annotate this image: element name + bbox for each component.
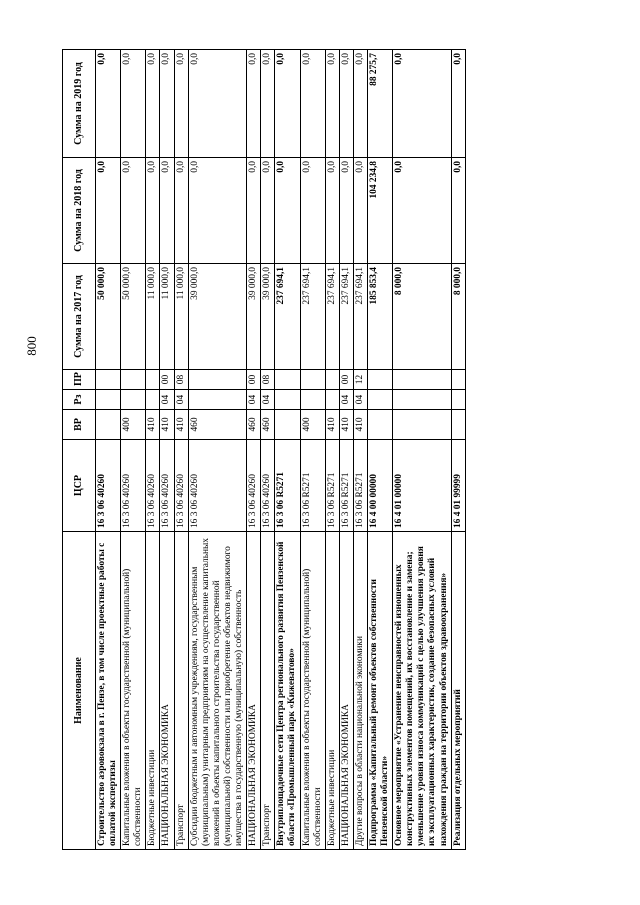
row-sum-2019: 0,0 xyxy=(160,50,174,158)
row-sum-2019: 0,0 xyxy=(174,50,188,158)
row-sum-2019: 0,0 xyxy=(393,50,451,158)
row-pr: 08 xyxy=(261,370,275,390)
table-row xyxy=(96,50,121,850)
row-rz xyxy=(367,390,392,410)
header-csr: ЦСР xyxy=(63,440,96,532)
row-pr xyxy=(393,370,451,390)
row-name: НАЦИОНАЛЬНАЯ ЭКОНОМИКА xyxy=(247,532,261,850)
row-csr: 16 3 06 40260 xyxy=(247,440,261,532)
row-vr: 410 xyxy=(325,410,339,440)
row-sum-2019: 0,0 xyxy=(188,50,246,158)
row-sum-2018: 0,0 xyxy=(353,158,367,264)
header-pr: ПР xyxy=(63,370,96,390)
row-sum-2019: 0,0 xyxy=(247,50,261,158)
row-vr: 460 xyxy=(261,410,275,440)
row-vr: 460 xyxy=(188,410,246,440)
row-rz xyxy=(96,390,121,410)
row-pr xyxy=(121,370,146,390)
row-sum-2019: 0,0 xyxy=(300,50,325,158)
row-sum-2018: 0,0 xyxy=(160,158,174,264)
row-sum-2017: 237 694,1 xyxy=(275,264,300,370)
row-csr: 16 3 06 R5271 xyxy=(353,440,367,532)
row-pr xyxy=(96,370,121,390)
row-rz xyxy=(188,390,246,410)
table-header-row xyxy=(63,50,96,850)
header-sum-2018: Сумма на 2018 год xyxy=(63,158,96,264)
table-row xyxy=(121,50,146,850)
row-sum-2017: 39 000,0 xyxy=(261,264,275,370)
row-rz xyxy=(121,390,146,410)
row-sum-2017: 50 000,0 xyxy=(96,264,121,370)
row-name: Реализация отдельных мероприятий xyxy=(451,532,465,850)
row-sum-2017: 50 000,0 xyxy=(121,264,146,370)
row-name: Капитальные вложения в объекты государственной (муниципальной) собственности xyxy=(121,532,146,850)
row-csr: 16 3 06 40260 xyxy=(261,440,275,532)
row-pr xyxy=(367,370,392,390)
row-vr: 410 xyxy=(146,410,160,440)
row-csr: 16 3 06 R5271 xyxy=(275,440,300,532)
row-sum-2018: 0,0 xyxy=(146,158,160,264)
row-sum-2017: 237 694,1 xyxy=(325,264,339,370)
row-csr: 16 3 06 40260 xyxy=(146,440,160,532)
row-name: Субсидии бюджетным и автономным учреждениям, государственным (муниципальным) унитарным предприятиям на осуществление капитальных вложений в объекты капитального строительства государственной (муниципальной) собственности или приобретение объектов недвижимого имущества в государственную (муниципальную) собственность xyxy=(188,532,246,850)
row-csr: 16 3 06 R5271 xyxy=(300,440,325,532)
row-pr xyxy=(451,370,465,390)
row-rz: 04 xyxy=(339,390,353,410)
row-vr: 400 xyxy=(300,410,325,440)
row-pr xyxy=(146,370,160,390)
row-sum-2018: 0,0 xyxy=(451,158,465,264)
row-sum-2018: 104 234,8 xyxy=(367,158,392,264)
row-rz xyxy=(325,390,339,410)
row-name: Основное мероприятие «Устранение неисправностей изношенных конструктивных элементов помещений, их восстановление и замена; уменьшение уровня износа коммуникаций с целью улучшения уровня их эксплуатационных характеристик, создание безопасных условий нахождения граждан на территории объектов здравоохранения» xyxy=(393,532,451,850)
row-name: Подпрограмма «Капитальный ремонт объектов собственности Пензенской области» xyxy=(367,532,392,850)
table-row xyxy=(325,50,339,850)
row-name: Внутриплощадочные сети Центра регионального развития Пензенской области «Промышленный парк «Кижеватово» xyxy=(275,532,300,850)
row-pr: 12 xyxy=(353,370,367,390)
row-sum-2017: 185 853,4 xyxy=(367,264,392,370)
rotated-page-content xyxy=(62,50,582,850)
row-name: Бюджетные инвестиции xyxy=(325,532,339,850)
row-sum-2019: 0,0 xyxy=(451,50,465,158)
row-sum-2017: 11 000,0 xyxy=(174,264,188,370)
table-row xyxy=(339,50,353,850)
table-row xyxy=(188,50,246,850)
row-csr: 16 4 00 00000 xyxy=(367,440,392,532)
row-rz xyxy=(146,390,160,410)
table-row xyxy=(275,50,300,850)
row-sum-2018: 0,0 xyxy=(96,158,121,264)
row-sum-2018: 0,0 xyxy=(121,158,146,264)
row-pr: 08 xyxy=(174,370,188,390)
header-name: Наименование xyxy=(63,532,96,850)
row-rz xyxy=(393,390,451,410)
row-rz: 04 xyxy=(247,390,261,410)
row-sum-2019: 0,0 xyxy=(325,50,339,158)
row-rz xyxy=(300,390,325,410)
table-row xyxy=(367,50,392,850)
table-row xyxy=(160,50,174,850)
row-vr: 410 xyxy=(174,410,188,440)
row-sum-2019: 0,0 xyxy=(96,50,121,158)
row-vr xyxy=(451,410,465,440)
row-vr: 460 xyxy=(247,410,261,440)
row-sum-2019: 0,0 xyxy=(275,50,300,158)
row-sum-2017: 237 694,1 xyxy=(353,264,367,370)
row-vr: 410 xyxy=(160,410,174,440)
row-rz xyxy=(451,390,465,410)
row-sum-2018: 0,0 xyxy=(339,158,353,264)
row-sum-2017: 8 000,0 xyxy=(451,264,465,370)
row-csr: 16 4 01 00000 xyxy=(393,440,451,532)
row-sum-2018: 0,0 xyxy=(325,158,339,264)
row-vr: 410 xyxy=(353,410,367,440)
row-rz: 04 xyxy=(261,390,275,410)
row-name: Строительство аэровокзала в г. Пензе, в том числе проектные работы с оплатой экспертизы xyxy=(96,532,121,850)
row-sum-2018: 0,0 xyxy=(174,158,188,264)
row-sum-2018: 0,0 xyxy=(393,158,451,264)
row-sum-2017: 8 000,0 xyxy=(393,264,451,370)
row-rz: 04 xyxy=(353,390,367,410)
row-sum-2018: 0,0 xyxy=(275,158,300,264)
row-sum-2018: 0,0 xyxy=(261,158,275,264)
header-rz: Рз xyxy=(63,390,96,410)
row-name: Бюджетные инвестиции xyxy=(146,532,160,850)
row-vr: 400 xyxy=(121,410,146,440)
row-pr: 00 xyxy=(247,370,261,390)
table-row xyxy=(247,50,261,850)
row-rz: 04 xyxy=(174,390,188,410)
row-name: НАЦИОНАЛЬНАЯ ЭКОНОМИКА xyxy=(339,532,353,850)
row-csr: 16 3 06 R5271 xyxy=(325,440,339,532)
row-pr xyxy=(325,370,339,390)
row-sum-2017: 11 000,0 xyxy=(146,264,160,370)
row-csr: 16 3 06 40260 xyxy=(121,440,146,532)
budget-table xyxy=(62,49,466,850)
row-csr: 16 3 06 40260 xyxy=(188,440,246,532)
row-csr: 16 3 06 40260 xyxy=(174,440,188,532)
row-vr xyxy=(367,410,392,440)
row-sum-2019: 0,0 xyxy=(339,50,353,158)
row-name: Транспорт xyxy=(261,532,275,850)
row-sum-2017: 11 000,0 xyxy=(160,264,174,370)
row-vr: 410 xyxy=(339,410,353,440)
row-name: НАЦИОНАЛЬНАЯ ЭКОНОМИКА xyxy=(160,532,174,850)
table-row xyxy=(174,50,188,850)
row-pr: 00 xyxy=(160,370,174,390)
row-sum-2018: 0,0 xyxy=(247,158,261,264)
table-row xyxy=(393,50,451,850)
row-vr xyxy=(96,410,121,440)
row-sum-2019: 0,0 xyxy=(261,50,275,158)
row-pr xyxy=(275,370,300,390)
table-row xyxy=(261,50,275,850)
row-rz xyxy=(275,390,300,410)
row-name: Транспорт xyxy=(174,532,188,850)
header-sum-2017: Сумма на 2017 год xyxy=(63,264,96,370)
table-row xyxy=(451,50,465,850)
table-row xyxy=(146,50,160,850)
row-sum-2018: 0,0 xyxy=(188,158,246,264)
row-csr: 16 4 01 99999 xyxy=(451,440,465,532)
row-pr xyxy=(188,370,246,390)
row-csr: 16 3 06 40260 xyxy=(96,440,121,532)
row-vr xyxy=(275,410,300,440)
row-sum-2019: 0,0 xyxy=(121,50,146,158)
row-csr: 16 3 06 40260 xyxy=(160,440,174,532)
table-row xyxy=(300,50,325,850)
header-sum-2019: Сумма на 2019 год xyxy=(63,50,96,158)
row-sum-2018: 0,0 xyxy=(300,158,325,264)
row-sum-2017: 237 694,1 xyxy=(339,264,353,370)
row-pr xyxy=(300,370,325,390)
row-rz: 04 xyxy=(160,390,174,410)
header-vr: ВР xyxy=(63,410,96,440)
row-sum-2017: 237 694,1 xyxy=(300,264,325,370)
row-sum-2019: 0,0 xyxy=(353,50,367,158)
row-vr xyxy=(393,410,451,440)
row-csr: 16 3 06 R5271 xyxy=(339,440,353,532)
row-sum-2019: 0,0 xyxy=(146,50,160,158)
row-pr: 00 xyxy=(339,370,353,390)
row-name: Капитальные вложения в объекты государственной (муниципальной) собственности xyxy=(300,532,325,850)
row-sum-2019: 88 275,7 xyxy=(367,50,392,158)
row-name: Другие вопросы в области национальной экономики xyxy=(353,532,367,850)
row-sum-2017: 39 000,0 xyxy=(188,264,246,370)
page-number: 800 xyxy=(23,336,39,356)
table-row xyxy=(353,50,367,850)
row-sum-2017: 39 000,0 xyxy=(247,264,261,370)
